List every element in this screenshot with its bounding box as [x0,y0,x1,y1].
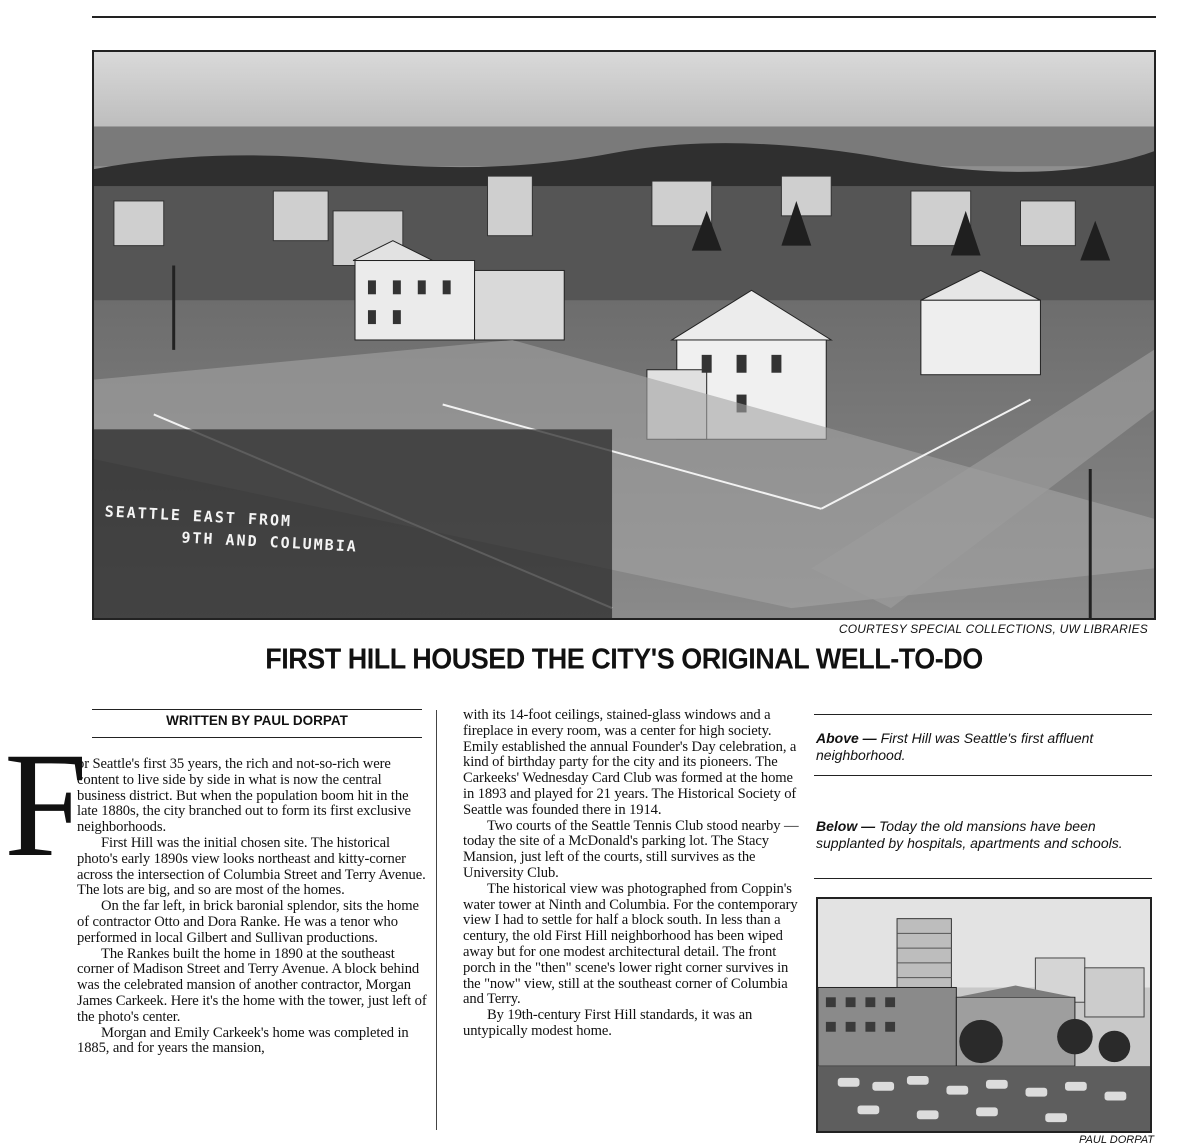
column1-paragraph-2: First Hill was the initial chosen site. The historical photo's early 1890s view looks northeast and kitty-corner across the intersection of Columbia Street and Terry Avenue. The lots are big, and so are most of the homes. [77,834,426,899]
handwritten-line-1: SEATTLE EAST FROM [104,502,293,531]
column1-lead: or Seattle's first 35 years, the rich and not-so-rich were content to live side by side in what is now the central business district. But when the population boom hit in the late 1880s, the city branched out to form its first exclusive neighborhoods. [77,756,411,836]
caption-below-text: Today the old mansions have been supplanted by hospitals, apartments and schools. [816,818,1123,851]
byline-rule-bottom [92,737,422,738]
byline: WRITTEN BY PAUL DORPAT [166,713,348,728]
caption-below-label: Below — [816,818,876,834]
caption-above-label: Above — [816,730,877,746]
photo-credit-bottom: PAUL DORPAT [1079,1134,1154,1146]
caption-rule-2 [814,775,1152,776]
byline-rule-top [92,709,422,710]
column1-paragraph-5: Morgan and Emily Carkeek's home was completed in 1885, and for years the mansion, [77,1024,409,1057]
article-column-1 [77,757,429,1057]
column2-paragraph-2: Two courts of the Seattle Tennis Club stood nearby — today the site of a McDonald's parking lot. The Stacy Mansion, just left of the courts, still survives as the University Club. [463,817,799,881]
caption-rule-3 [814,878,1152,879]
handwritten-line-2: 9TH AND COLUMBIA [181,528,359,556]
column2-paragraph-4: By 19th-century First Hill standards, it was an untypically modest home. [463,1007,753,1039]
column-divider [436,710,437,1130]
column1-paragraph-4: The Rankes built the home in 1890 at the southeast corner of Madison Street and Terry Avenue. A block behind was the celebrated mansion of another contractor, Morgan James Carkeek. Here it's the home with the tower, just left of the photo's center. [77,945,427,1025]
caption-above [816,730,1156,764]
contemporary-photo [816,897,1152,1133]
headline: FIRST HILL HOUSED THE CITY'S ORIGINAL WELL-TO-DO [265,643,983,675]
historical-photo [92,50,1156,620]
caption-above-text: First Hill was Seattle's first affluent neighborhood. [816,730,1094,763]
column2-paragraph-1: with its 14-foot ceilings, stained-glass windows and a fireplace in every room, was a center for high society. Emily established the annual Founder's Day celebration, a kind of birthday party for the city and its pioneers. The Carkeeks' Wednesday Card Club was formed at the home in 1893 and played for 21 years. The Historical Society of Seattle was founded there in 1914. [463,707,797,818]
column2-paragraph-3: The historical view was photographed from Coppin's water tower at Ninth and Columbia. For the contemporary view I had to settle for half a block south. In less than a century, the old First Hill neighborhood has been wiped away but for one modest architectural detail. The front porch in the "then" scene's lower right corner survives in the "now" view, still at the southeast corner of Columbia and Terry. [463,880,798,1008]
caption-rule-1 [814,714,1152,715]
top-rule [92,16,1156,18]
drop-cap: F [4,722,88,888]
article-column-2 [463,708,803,1040]
caption-below [816,818,1156,852]
contemporary-photo-drawing [818,899,1150,1131]
column1-paragraph-3: On the far left, in brick baronial splendor, sits the home of contractor Otto and Dora Ranke. He was a tenor who performed in local Gilbert and Sullivan productions. [77,898,419,946]
photo-credit-top: COURTESY SPECIAL COLLECTIONS, UW LIBRARIES [838,622,1148,636]
